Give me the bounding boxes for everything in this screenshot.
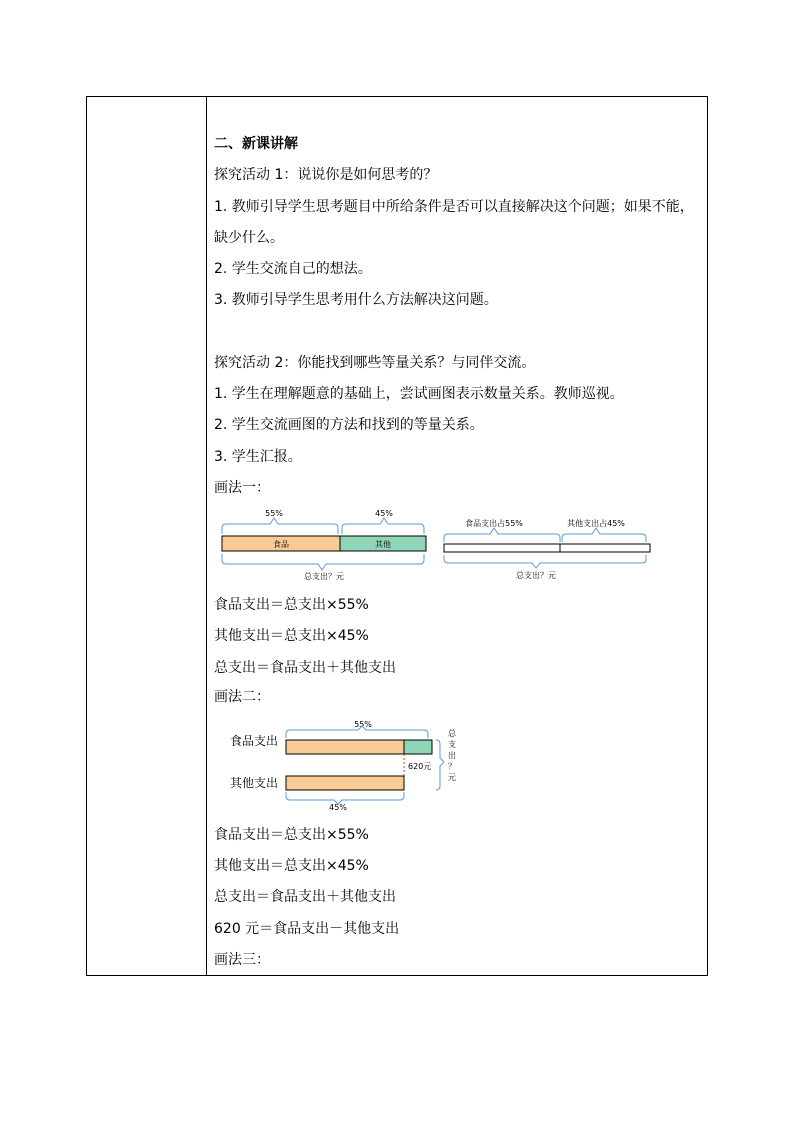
segment-bar	[444, 544, 650, 552]
activity1-item-3: 3. 教师引导学生思考用什么方法解决这问题。	[214, 292, 498, 308]
method2-equation-2: 其他支出＝总支出×45%	[214, 858, 369, 874]
pct-food-label: 55%	[265, 509, 283, 518]
method2-label: 画法二：	[214, 689, 270, 705]
method1-equation-1: 食品支出＝总支出×55%	[214, 597, 369, 613]
method1-segment-diagram	[440, 516, 652, 580]
activity2-item-2: 2. 学生交流画图的方法和找到的等量关系。	[214, 417, 484, 433]
method1-equation-2: 其他支出＝总支出×45%	[214, 628, 369, 644]
activity1-item-2: 2. 学生交流自己的想法。	[214, 261, 372, 277]
other-bar-label: 其他	[375, 540, 391, 549]
segment-other-label: 其他支出占45%	[567, 519, 625, 528]
method1-label: 画法一：	[214, 480, 270, 496]
method2-comparison-diagram	[218, 716, 468, 812]
method2-equation-1: 食品支出＝总支出×55%	[214, 827, 369, 843]
pct-top-label: 55%	[354, 720, 372, 729]
other-expense-bar	[286, 776, 404, 790]
method1-equation-3: 总支出＝食品支出＋其他支出	[214, 660, 396, 676]
activity1-title: 探究活动 1：说说你是如何思考的？	[214, 167, 438, 183]
difference-bar	[404, 740, 432, 754]
table-column-divider	[206, 96, 207, 976]
method2-equation-3: 总支出＝食品支出＋其他支出	[214, 889, 396, 905]
total-label: 总支出？元	[304, 572, 344, 581]
method3-label: 画法三：	[214, 952, 270, 968]
section-title: 二、新课讲解	[214, 136, 298, 152]
activity1-item-1: 1. 教师引导学生思考题目中所给条件是否可以直接解决这个问题；如果不能，缺少什么。	[214, 199, 694, 246]
method1-bar-diagram	[220, 510, 436, 582]
food-bar-label: 食品	[273, 540, 289, 549]
row2-label: 其他支出	[229, 776, 279, 790]
activity2-item-1: 1. 学生在理解题意的基础上，尝试画图表示数量关系。教师巡视。	[214, 386, 624, 402]
pct-bottom-label: 45%	[329, 803, 347, 812]
segment-total-label: 总支出？元	[516, 571, 556, 580]
activity2-title: 探究活动 2：你能找到哪些等量关系？与同伴交流。	[214, 355, 536, 371]
total-vertical-label: 总 支 出 ？ 元	[448, 729, 456, 782]
food-expense-bar	[286, 740, 404, 754]
difference-label: 620元	[408, 762, 432, 771]
pct-other-label: 45%	[375, 509, 393, 518]
row1-label: 食品支出	[229, 734, 279, 748]
activity2-item-3: 3. 学生汇报。	[214, 449, 302, 465]
segment-food-label: 食品支出占55%	[465, 519, 523, 528]
method2-equation-4: 620 元＝食品支出－其他支出	[214, 921, 400, 937]
